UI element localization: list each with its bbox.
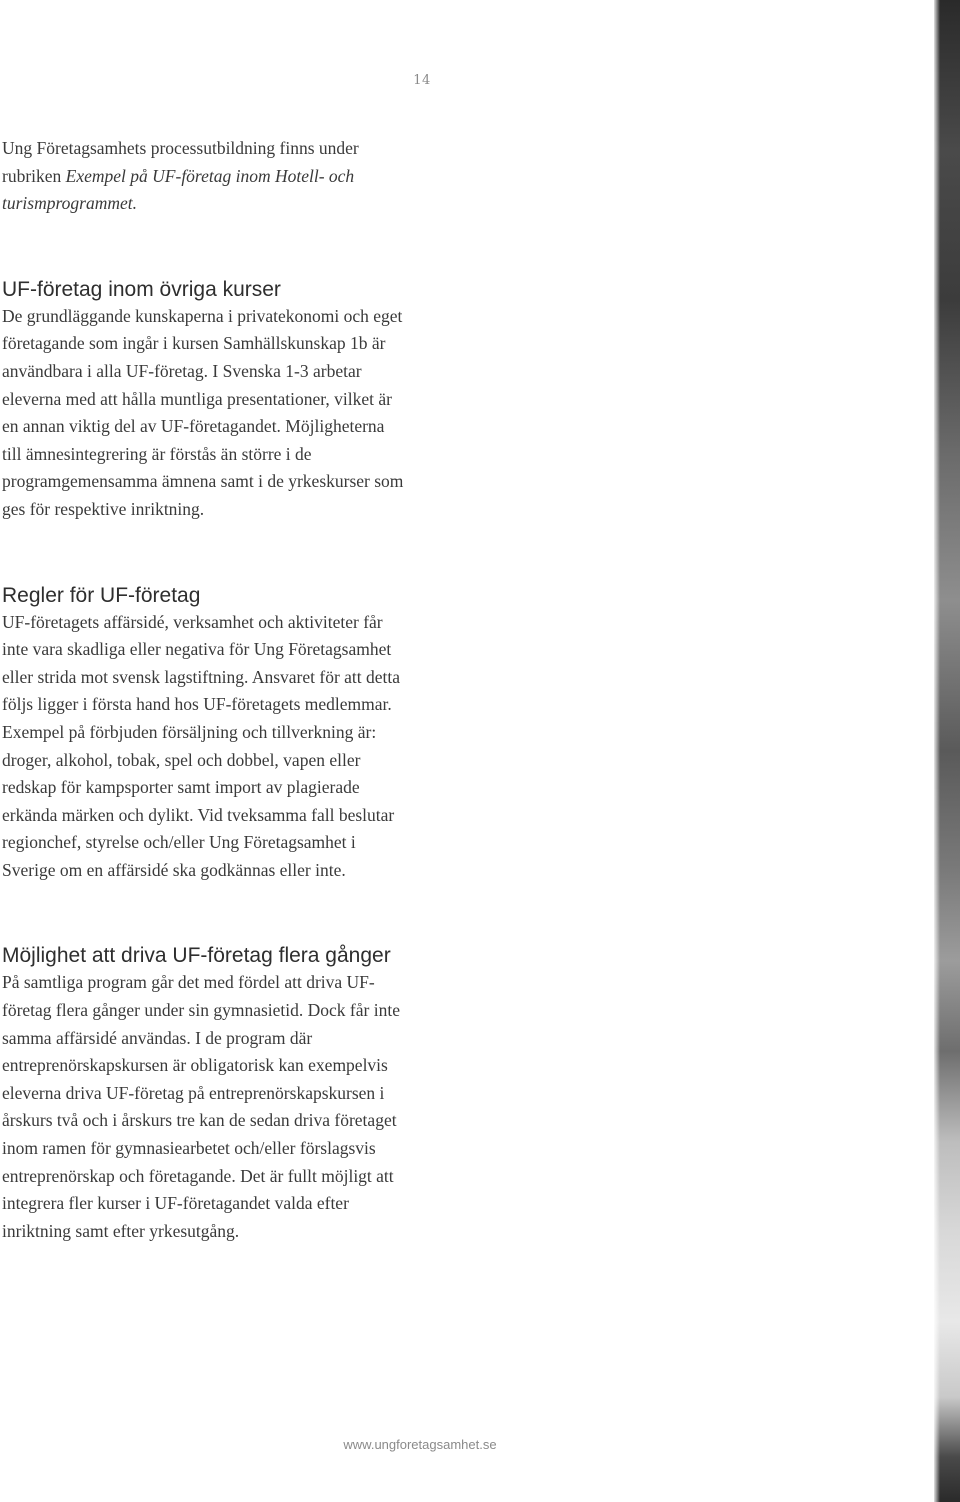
section-ovriga-kurser [0, 276, 405, 524]
section-body: På samtliga program går det med fördel att driva UF-företag flera gånger under sin gymnasietid. Dock får inte samma affärsidé användas. I de program där entreprenörskapskursen är obligatorisk kan exempelvis eleverna driva UF-företag på entreprenörskapskursen i årskurs två och i årskurs tre kan de sedan driva företaget inom ramen för gymnasiearbetet och/eller förslagsvis entreprenörskap och företagande. Det är fullt möjligt att integrera fler kurser i UF-företagandet valda efter inriktning samt efter yrkesutgång. [2, 972, 400, 1241]
section-body: UF-företagets affärsidé, verksamhet och aktiviteter får inte vara skadliga eller negativa för Ung Företagsamhet eller strida mot svensk lagstiftning. Ansvaret för att detta följs ligger i första hand hos UF-företagets medlemmar. Exempel på förbjuden försäljning och tillverkning är: droger, alkohol, tobak, spel och dobbel, vapen eller redskap för kampsporter samt import av plagierade erkända märken och dylikt. Vid tveksamma fall beslutar regionchef, styrelse och/eller Ung Företagsamhet i Sverige om en affärsidé ska godkännas eller inte. [2, 611, 401, 880]
main-content [0, 135, 405, 1245]
section-flera-ganger [0, 942, 405, 1245]
section-heading: UF-företag inom övriga kurser [2, 277, 281, 301]
footer-url[interactable]: www.ungforetagsamhet.se [343, 1437, 497, 1452]
page-number: 14 [413, 73, 431, 88]
section-regler [0, 582, 405, 885]
section-heading: Regler för UF-företag [2, 583, 201, 607]
intro-text: Ung Företagsamhets processutbildning finns under rubriken [2, 138, 359, 186]
section-heading: Möjlighet att driva UF-företag flera gånger [2, 944, 391, 968]
section-body: De grundläggande kunskaperna i privatekonomi och eget företagande som ingår i kursen Samhällskunskap 1b är användbara i alla UF-företag. I Svenska 1-3 arbetar eleverna med att hålla muntliga presentationer, vilket är en annan viktig del av UF-företagandet. Möjligheterna till ämnesintegrering är förstås än större i de programgemensamma ämnena samt i de yrkeskurser som ges för respektive inriktning. [2, 305, 404, 519]
intro-paragraph [0, 135, 405, 218]
decorative-photo-strip [934, 0, 960, 1502]
intro-emphasis: Exempel på UF-företag inom Hotell- och turismprogrammet. [2, 165, 355, 214]
